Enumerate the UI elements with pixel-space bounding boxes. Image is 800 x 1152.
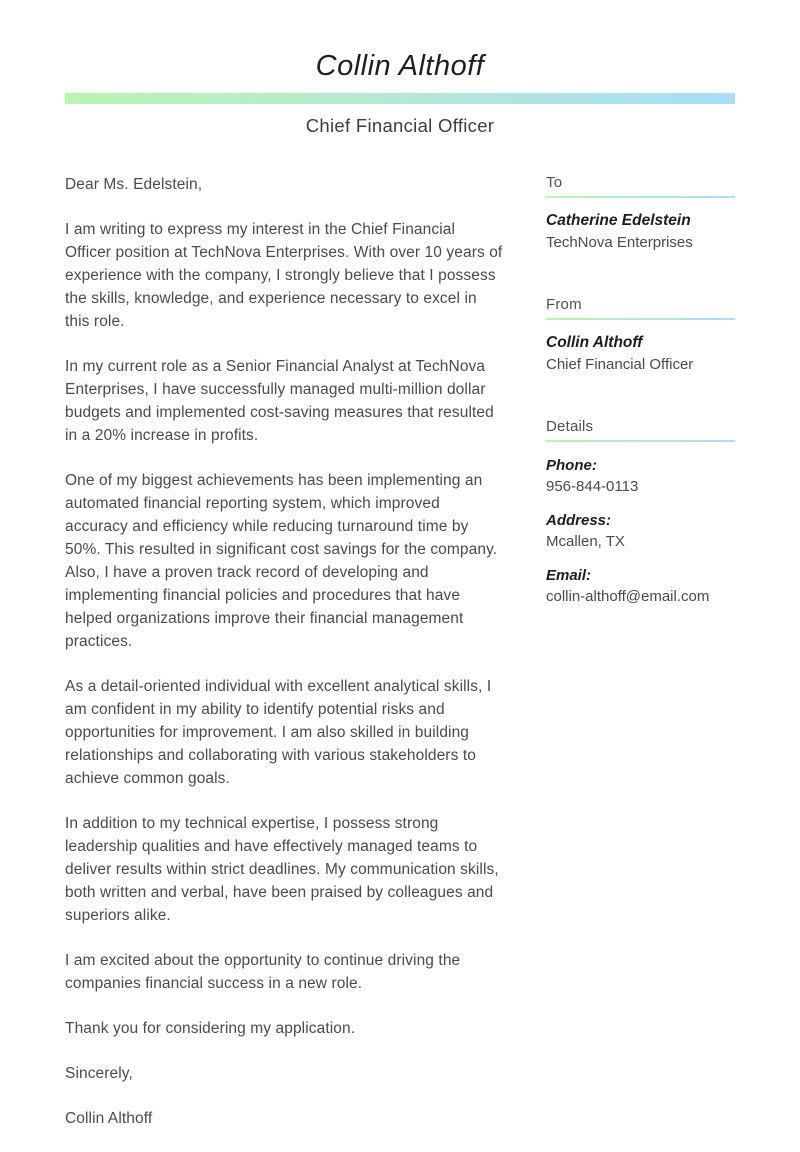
letter-content (65, 173, 735, 1152)
email-value: collin-althoff@email.com (546, 588, 710, 605)
details-divider (546, 440, 735, 442)
to-divider (546, 196, 735, 198)
phone-value: 956-844-0113 (546, 478, 639, 495)
from-heading: From (546, 296, 582, 313)
email-label: Email: (546, 567, 592, 584)
recipient-name: Catherine Edelstein (546, 212, 691, 229)
address-field (546, 510, 735, 552)
address-value: Mcallen, TX (546, 533, 625, 550)
phone-label: Phone: (546, 457, 597, 474)
paragraph: As a detail-oriented individual with excellent analytical skills, I am confident in my ability to identify potential risks and opportunities for improvement. I am also skilled in building relationships and collaborating with various stakeholders to achieve common goals. (65, 678, 492, 787)
sender-name: Collin Althoff (546, 334, 643, 351)
recipient-company: TechNova Enterprises (546, 234, 693, 251)
to-heading: To (546, 174, 563, 191)
candidate-job-title: Chief Financial Officer (305, 115, 495, 136)
details-section (546, 417, 735, 607)
letter-header (65, 48, 735, 139)
signoff-line: Sincerely, (65, 1065, 133, 1082)
details-heading: Details (546, 418, 594, 435)
email-field (546, 565, 735, 607)
signature-line: Collin Althoff (65, 1110, 153, 1127)
letter-body (65, 173, 505, 1152)
thanks-line: Thank you for considering my application. (65, 1020, 356, 1037)
paragraph: One of my biggest achievements has been implementing an automated financial reporting system, which improved accuracy and efficiency while reducing turnaround time by 50%. This resulted in significant cost savings for the company. Also, I have a proven track record of developing and implementing financial policies and procedures that have helped organizations improve their financial management practices. (65, 472, 498, 650)
paragraph: I am writing to express my interest in the Chief Financial Officer position at TechNova Enterprises. With over 10 years of experience with the company, I strongly believe that I possess the skills, knowledge, and experience necessary to excel in this role. (65, 221, 503, 330)
paragraph: I am excited about the opportunity to continue driving the companies financial success in a new role. (65, 952, 461, 992)
address-label: Address: (546, 512, 612, 529)
from-section (546, 295, 735, 375)
to-section (546, 173, 735, 253)
accent-gradient-bar (65, 93, 735, 104)
salutation: Dear Ms. Edelstein, (65, 176, 203, 193)
paragraph: In my current role as a Senior Financial Analyst at TechNova Enterprises, I have successfully managed multi-million dollar budgets and implemented cost-saving measures that resulted in a 20% increase in profits. (65, 358, 494, 444)
phone-field (546, 455, 735, 497)
letter-sidebar (546, 173, 735, 1152)
from-divider (546, 318, 735, 320)
paragraph: In addition to my technical expertise, I possess strong leadership qualities and have effectively managed teams to deliver results within strict deadlines. My communication skills, both written and verbal, have been praised by colleagues and superiors alike. (65, 815, 499, 924)
sender-title: Chief Financial Officer (546, 356, 694, 373)
candidate-name-title: Collin Althoff (315, 50, 485, 82)
